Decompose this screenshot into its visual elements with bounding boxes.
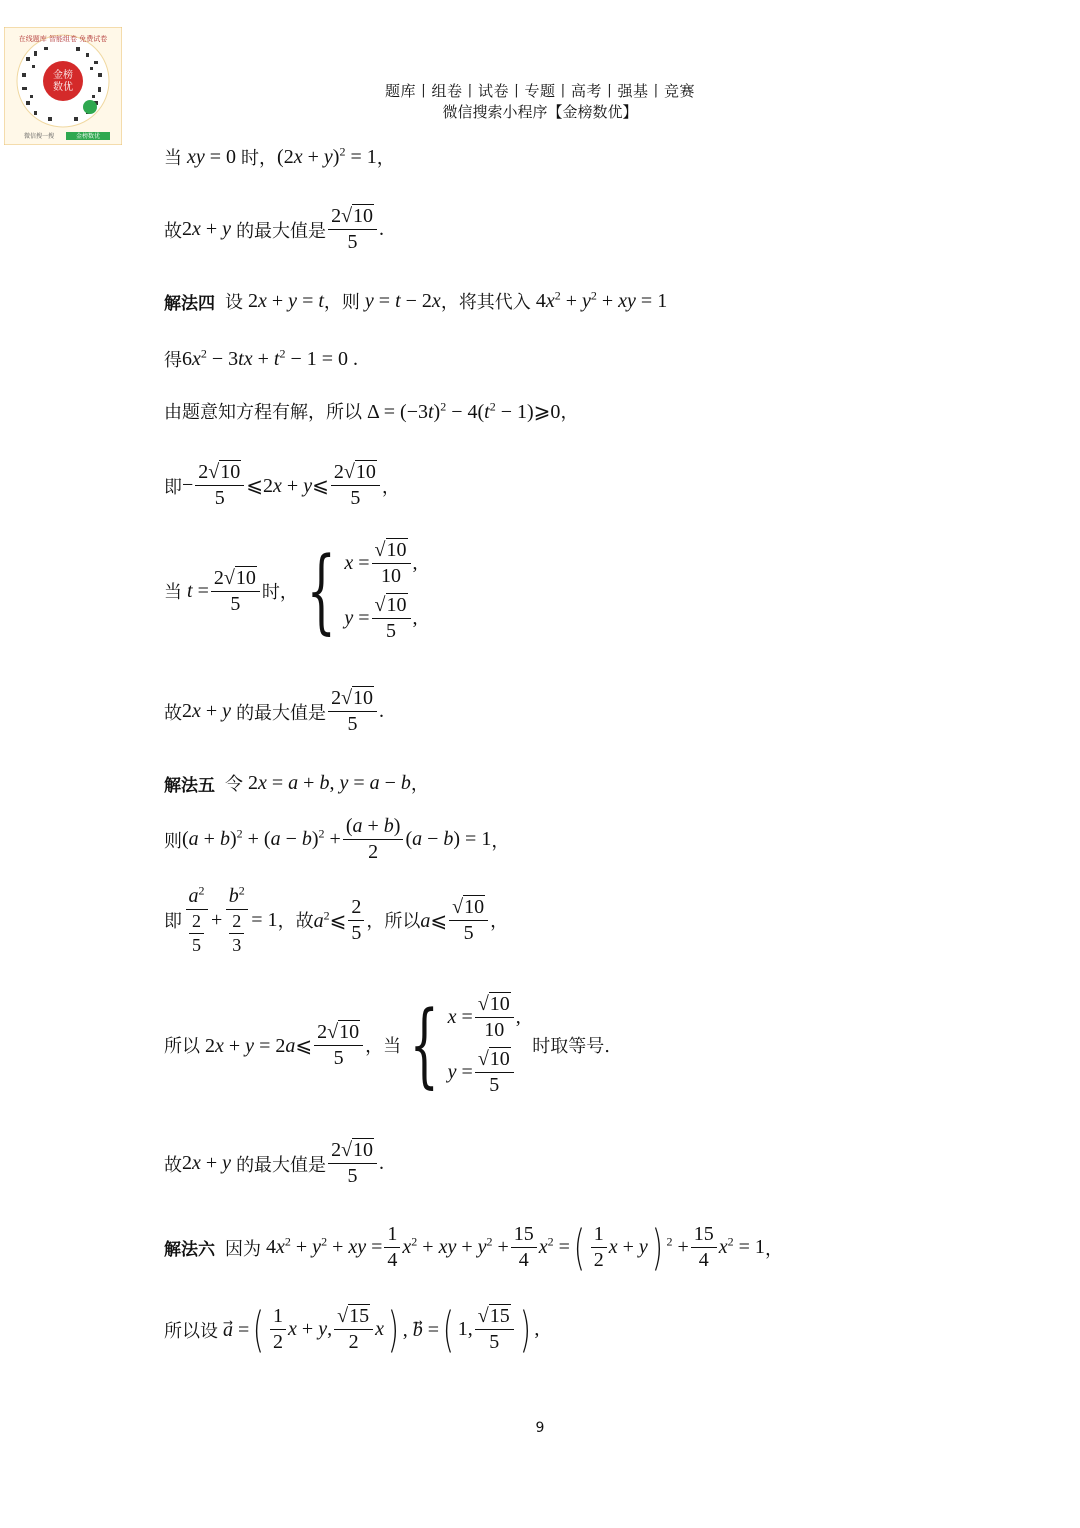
logo-ring-text: 在线题库 智能组卷 免费试卷: [18, 35, 108, 43]
page-number: 9: [535, 1420, 545, 1436]
line-equality-5: 所以 2x + y = 2a⩽ $\frac{2√10}{5}$ ， 当 { x = $\frac{√10}{10}$ , y = $\frac{√10}{5}$ 时取等号.: [164, 991, 610, 1098]
line-xy-zero: 当 xy = 0 时， $(2x + y)^2 = 1$ ，: [164, 143, 395, 169]
header-nav: 题库丨组卷丨试卷丨专题丨高考丨强基丨竞赛: [384, 82, 695, 100]
logo-footer-badge: 金榜数优: [75, 133, 101, 140]
line-max-1: 故 2x + y 的最大值是 $\frac{2√10}{5}$ .: [164, 205, 385, 253]
method4-line: 解法四 设 2x + y = t ， 则 y = t − 2x ， 将其代入 $4x^2 + y^2$ + xy = 1: [164, 287, 668, 314]
line-quadratic: 得 $6x^2 - 3tx + t^2 - 1 = 0$ .: [164, 345, 359, 371]
line-ellipse-5: 即 $\frac{a^2}{\frac{2}{5}}$ + $\frac{b^2}{\frac{2}{3}}$ = 1 ， 故 $a^2⩽$ $\frac{2}{5}$ ， 所以 a⩽ $\frac{√10}{5}$ ，: [164, 883, 509, 955]
line-equality-4: 当 t = $\frac{2√10}{5}$ 时， { x = $\frac{√10}{10}$ , y = $\frac{√10}{5}$ ,: [164, 537, 418, 644]
logo-center-text: 金榜: [53, 70, 73, 81]
method4-label: 解法四: [164, 293, 215, 314]
svg-text:数优: 数优: [53, 82, 73, 93]
line-range: 即 − $\frac{2√10}{5}$ ⩽2x + y⩽ $\frac{2√10}{5}$ ，: [164, 461, 400, 509]
line-max-5: 故 2x + y 的最大值是 $\frac{2√10}{5}$ .: [164, 1139, 385, 1187]
method5-line: 解法五 令 2x = a + b, y = a − b ，: [164, 771, 429, 796]
line-substitute-5: 则 $(a + b)^2 + (a - b)^2$ + $\frac{(a + b)}{2}$ (a − b) = 1 ，: [164, 815, 510, 863]
header-subtitle: 微信搜索小程序【金榜数优】: [442, 103, 638, 121]
line-max-4: 故 2x + y 的最大值是 $\frac{2√10}{5}$ .: [164, 687, 385, 735]
logo-footer-text: 微信搜一搜: [24, 133, 55, 140]
line-vectors: 所以设 a⃗ = ( $\frac{1}{2}$ x + y, $\frac{√15}{2}$ x ) , b⃗ = ( 1, $\frac{√15}{5}$ ) ,: [164, 1301, 540, 1358]
method6-label: 解法六: [164, 1240, 215, 1260]
method6-line: 解法六 因为 $4x^2 + y^2$ + xy = $\frac{1}{4}$ $x^2$ + xy + $y^2$ + $\frac{15}{4}$ $x^2$ = ( $\frac{1}{2}$ x + y ) $^2$ + $\frac{15}{4}$ $x^2 = 1$ ，: [164, 1219, 783, 1276]
line-discriminant: 由题意知方程有解，所以 $\Delta = (-3t)^2 - 4(t^2$ − 1)⩾0 ，: [164, 398, 579, 423]
method5-label: 解法五: [164, 775, 215, 796]
